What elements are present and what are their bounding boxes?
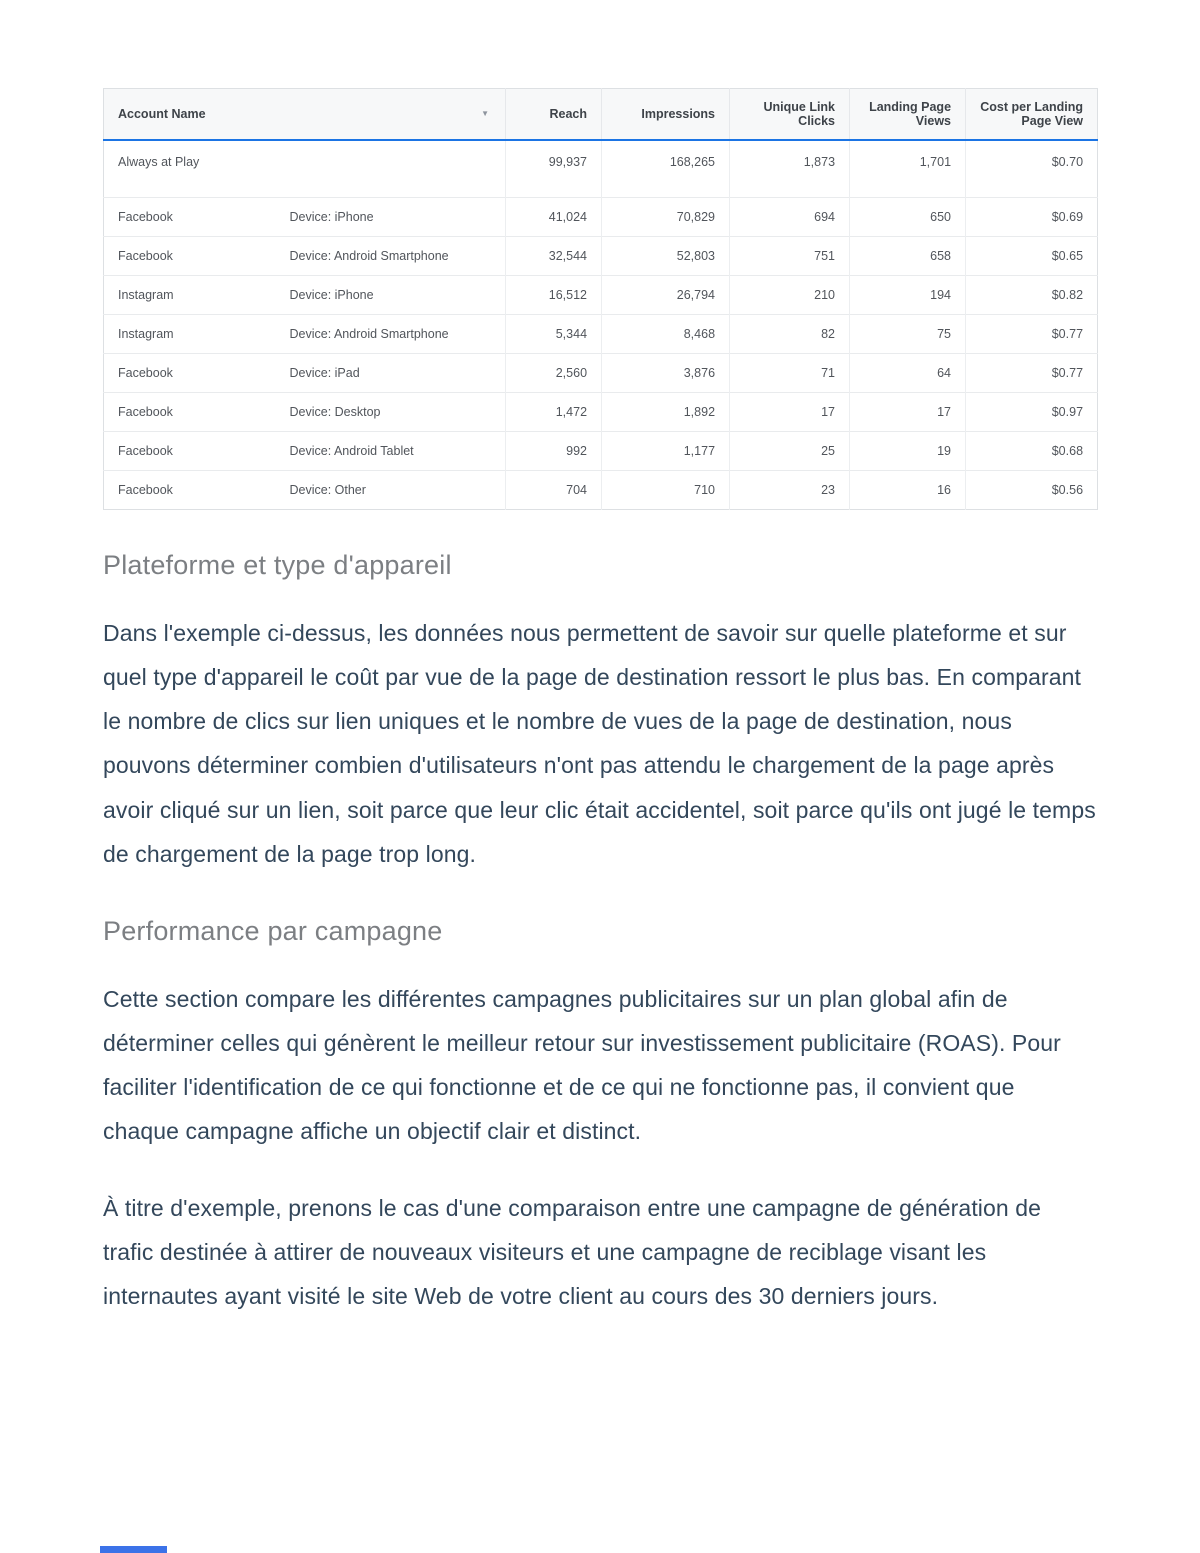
- table-row: [104, 198, 1098, 237]
- cell-device: Device: Android Tablet: [276, 432, 506, 471]
- cell-cost-per-landing-page-view: $0.82: [966, 276, 1098, 315]
- cell-device: Device: Android Smartphone: [276, 315, 506, 354]
- cell-device: Device: Desktop: [276, 393, 506, 432]
- cell-unique-link-clicks: 694: [730, 198, 850, 237]
- table-row: [104, 471, 1098, 510]
- table-row: [104, 432, 1098, 471]
- table-body: [104, 140, 1098, 510]
- cell-device: Device: Android Smartphone: [276, 237, 506, 276]
- cell-impressions: 1,177: [602, 432, 730, 471]
- cell-unique-link-clicks: 23: [730, 471, 850, 510]
- cell-impressions: 168,265: [602, 140, 730, 198]
- cell-landing-page-views: 75: [850, 315, 966, 354]
- cell-landing-page-views: 17: [850, 393, 966, 432]
- cell-landing-page-views: 1,701: [850, 140, 966, 198]
- cell-account: Facebook: [104, 354, 276, 393]
- cell-impressions: 26,794: [602, 276, 730, 315]
- ads-report-table: [103, 88, 1098, 510]
- cell-reach: 704: [506, 471, 602, 510]
- cell-cost-per-landing-page-view: $0.70: [966, 140, 1098, 198]
- cell-device: Device: iPhone: [276, 198, 506, 237]
- cell-unique-link-clicks: 210: [730, 276, 850, 315]
- cell-impressions: 70,829: [602, 198, 730, 237]
- cell-landing-page-views: 650: [850, 198, 966, 237]
- paragraph-campaign-example: À titre d'exemple, prenons le cas d'une comparaison entre une campagne de génération de trafic destinée à attirer de nouveaux visiteurs et une campagne de reciblage visant les internautes ayant visité le site Web de votre client au cours des 30 derniers jours.: [103, 1194, 1042, 1309]
- cell-reach: 992: [506, 432, 602, 471]
- column-header-reach[interactable]: Reach: [506, 89, 602, 141]
- cell-unique-link-clicks: 71: [730, 354, 850, 393]
- table-row: [104, 140, 1098, 198]
- cell-reach: 99,937: [506, 140, 602, 198]
- table-row: [104, 276, 1098, 315]
- cell-account: Instagram: [104, 315, 276, 354]
- column-header-label: Account Name: [118, 107, 206, 121]
- cell-reach: 32,544: [506, 237, 602, 276]
- cell-device: Device: iPhone: [276, 276, 506, 315]
- cell-account: Instagram: [104, 276, 276, 315]
- table-row: [104, 354, 1098, 393]
- cell-account: Facebook: [104, 237, 276, 276]
- cell-cost-per-landing-page-view: $0.68: [966, 432, 1098, 471]
- cell-cost-per-landing-page-view: $0.56: [966, 471, 1098, 510]
- cell-impressions: 1,892: [602, 393, 730, 432]
- section-heading-platform-device: Plateforme et type d'appareil: [103, 550, 452, 580]
- cell-reach: 1,472: [506, 393, 602, 432]
- cell-account: Always at Play: [104, 140, 276, 198]
- cell-reach: 16,512: [506, 276, 602, 315]
- cell-reach: 41,024: [506, 198, 602, 237]
- cell-cost-per-landing-page-view: $0.97: [966, 393, 1098, 432]
- cell-device: Device: Other: [276, 471, 506, 510]
- cell-device: [276, 140, 506, 198]
- column-header-impressions[interactable]: Impressions: [602, 89, 730, 141]
- cell-landing-page-views: 64: [850, 354, 966, 393]
- table-row: [104, 237, 1098, 276]
- cell-account: Facebook: [104, 198, 276, 237]
- cell-account: Facebook: [104, 393, 276, 432]
- table-row: [104, 315, 1098, 354]
- cell-unique-link-clicks: 25: [730, 432, 850, 471]
- article-content: [103, 88, 1097, 1350]
- column-header-cost-per-landing-page-view[interactable]: Cost per Landing Page View: [966, 89, 1098, 141]
- column-header-account-name[interactable]: [104, 89, 506, 141]
- cell-landing-page-views: 658: [850, 237, 966, 276]
- column-header-landing-page-views[interactable]: Landing Page Views: [850, 89, 966, 141]
- cell-unique-link-clicks: 751: [730, 237, 850, 276]
- column-header-unique-link-clicks[interactable]: Unique Link Clicks: [730, 89, 850, 141]
- section-heading-campaign-performance: Performance par campagne: [103, 915, 443, 946]
- cutoff-blue-element: [100, 1546, 167, 1553]
- cell-cost-per-landing-page-view: $0.77: [966, 354, 1098, 393]
- cell-cost-per-landing-page-view: $0.77: [966, 315, 1098, 354]
- paragraph-platform-device: Dans l'exemple ci-dessus, les données nous permettent de savoir sur quelle plateforme et sur quel type d'appareil le coût par vue de la page de destination ressort le plus bas. En comparant le nombre de clics sur lien uniques et le nombre de vues de la page de destination, nous pouvons déterminer combien d'utilisateurs n'ont pas attendu le chargement de la page après avoir cliqué sur un lien, soit parce que leur clic était accidentel, soit parce qu'ils ont jugé le temps de chargement de la page trop long.: [103, 620, 1096, 867]
- cell-account: Facebook: [104, 432, 276, 471]
- cell-landing-page-views: 16: [850, 471, 966, 510]
- cell-impressions: 8,468: [602, 315, 730, 354]
- cell-device: Device: iPad: [276, 354, 506, 393]
- cell-cost-per-landing-page-view: $0.69: [966, 198, 1098, 237]
- cell-reach: 5,344: [506, 315, 602, 354]
- cell-unique-link-clicks: 17: [730, 393, 850, 432]
- sort-arrow-icon[interactable]: ▼: [481, 109, 490, 118]
- cell-unique-link-clicks: 82: [730, 315, 850, 354]
- cell-landing-page-views: 194: [850, 276, 966, 315]
- cell-unique-link-clicks: 1,873: [730, 140, 850, 198]
- table-row: [104, 393, 1098, 432]
- cell-cost-per-landing-page-view: $0.65: [966, 237, 1098, 276]
- cell-account: Facebook: [104, 471, 276, 510]
- paragraph-campaign-performance: Cette section compare les différentes campagnes publicitaires sur un plan global afin de déterminer celles qui génèrent le meilleur retour sur investissement publicitaire (ROAS). Pour faciliter l'identification de ce qui fonctionne et de ce qui ne fonctionne pas, il convient que chaque campagne affiche un objectif clair et distinct.: [103, 985, 1061, 1145]
- cell-reach: 2,560: [506, 354, 602, 393]
- cell-impressions: 710: [602, 471, 730, 510]
- cell-impressions: 52,803: [602, 237, 730, 276]
- cell-impressions: 3,876: [602, 354, 730, 393]
- cell-landing-page-views: 19: [850, 432, 966, 471]
- table-header-row: [104, 89, 1098, 141]
